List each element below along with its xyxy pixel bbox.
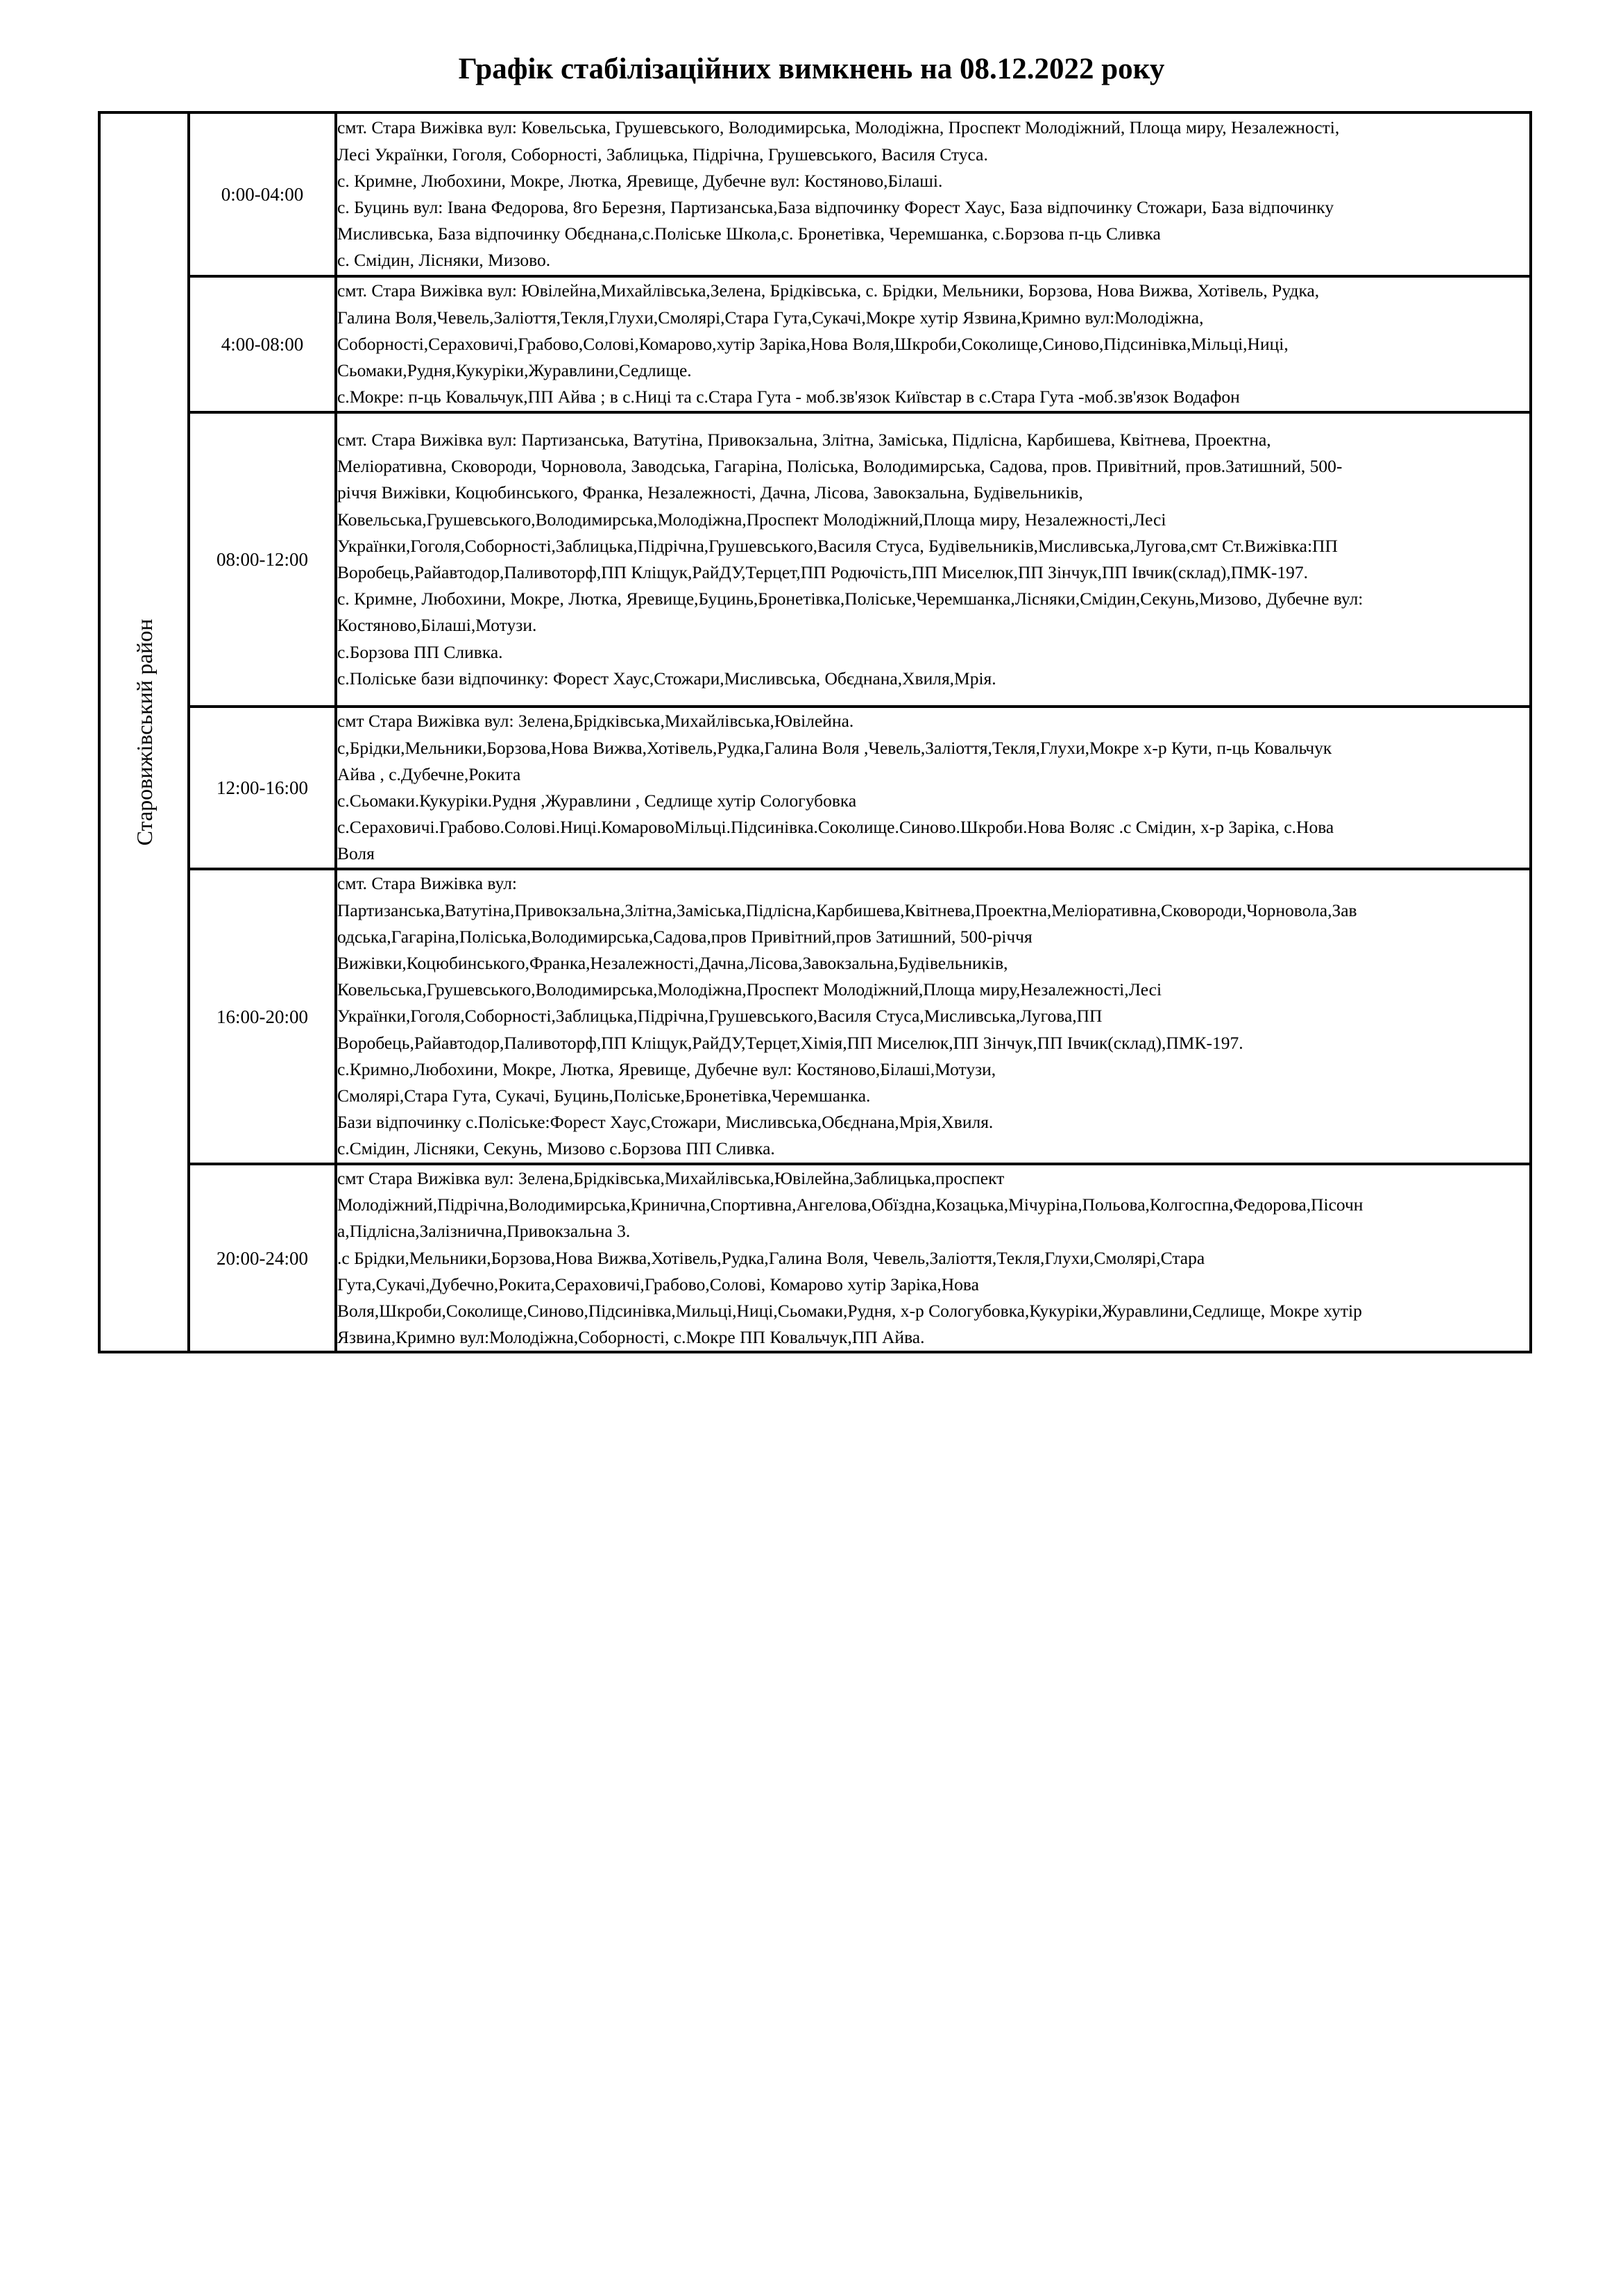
time-slot: 16:00-20:00 — [189, 869, 336, 1164]
time-slot: 20:00-24:00 — [189, 1164, 336, 1352]
area-line: Молодіжний,Підрічна,Володимирська,Кринична,Спортивна,Ангелова,Обїздна,Козацька,Мічуріна,Польова,Колгоспна,Федорова,Пісочн — [337, 1195, 1363, 1215]
area-line: а,Підлісна,Залізнична,Привокзальна 3. — [337, 1221, 631, 1242]
area-line: Ковельська,Грушевського,Володимирська,Молодіжна,Проспект Молодіжний,Площа миру,Незалежності,Лесі — [337, 979, 1162, 1000]
area-line: смт Стара Вижівка вул: Зелена,Брідківська,Михайлівська,Ювілейна,Заблицька,проспект — [337, 1168, 1005, 1188]
area-line: с. Кримне, Любохини, Мокре, Лютка, Яревище, Дубечне вул: Костяново,Білаші. — [337, 170, 943, 191]
area-line: Бази відпочинку с.Поліське:Форест Хаус,Стожари, Мисливська,Обєднана,Мрія,Хвиля. — [337, 1112, 994, 1133]
area-line: Мисливська, База відпочинку Обєднана,с.Поліське Школа,с. Бронетівка, Черемшанка, с.Борзова п-ць Сливка — [337, 223, 1161, 244]
outage-areas — [336, 707, 1531, 869]
area-line: Лесі Українки, Гоголя, Соборності, Заблицька, Підрічна, Грушевського, Василя Стуса. — [337, 144, 988, 164]
table-row — [99, 412, 1531, 707]
outage-areas — [336, 112, 1531, 276]
area-line: смт. Стара Вижівка вул: Ковельська, Грушевського, Володимирська, Молодіжна, Проспект Молодіжний, Площа миру, Незалежності, — [337, 117, 1340, 138]
area-line: Гута,Сукачі,Дубечно,Рокита,Сераховичі,Грабово,Солові, Комарово хутір Заріка,Нова — [337, 1274, 979, 1294]
page-title: Графік стабілізаційних вимкнень на 08.12.2022 року — [458, 53, 1165, 85]
time-slot: 12:00-16:00 — [189, 707, 336, 869]
area-line: с. Смідин, Лісняки, Мизово. — [337, 250, 551, 271]
area-line: с. Буцинь вул: Івана Федорова, 8го Березня, Партизанська,База відпочинку Форест Хаус, База відпочинку Стожари, База відпочинку — [337, 197, 1334, 217]
area-line: смт. Стара Вижівка вул: Партизанська, Ватутіна, Привокзальна, Злітна, Заміська, Підлісна, Карбишева, Квітнева, Проектна, — [337, 429, 1271, 450]
outage-areas — [336, 1164, 1531, 1352]
area-line: Воробець,Райавтодор,Паливоторф,ПП Кліщук,РайДУ,Терцет,ПП Родючість,ПП Миселюк,ПП Зінчук,ПП Івчик(склад),ПМК-197. — [337, 562, 1308, 582]
area-line: Костяново,Білаші,Мотузи. — [337, 615, 537, 636]
area-line: Меліоративна, Сковороди, Чорновола, Заводська, Гагаріна, Поліська, Володимирська, Садова, пров. Привітний, пров.Затишний, 500- — [337, 456, 1343, 477]
area-line: Воля,Шкроби,Соколище,Синово,Підсинівка,Мильці,Ниці,Сьомаки,Рудня, х-р Сологубовка,Кукуріки,Журавлини,Седлище, Мокре хутір — [337, 1301, 1362, 1322]
area-line: с.Мокре: п-ць Ковальчук,ПП Айва ; в с.Ниці та с.Стара Гута - моб.зв'язок Київстар в с.Стара Гута -моб.зв'язок Водафон — [337, 387, 1240, 407]
area-line: с. Кримне, Любохини, Мокре, Лютка, Яревище,Буцинь,Бронетівка,Поліське,Черемшанка,Лісняки,Смідин,Секунь,Мизово, Дубечне вул: — [337, 589, 1363, 609]
outage-areas — [336, 276, 1531, 412]
outage-areas — [336, 869, 1531, 1164]
district-name: Старовижівський район — [131, 618, 157, 846]
time-slot: 08:00-12:00 — [189, 412, 336, 707]
area-line: с.Сьомаки.Кукуріки.Рудня ,Журавлини , Седлище хутір Сологубовка — [337, 791, 857, 811]
table-row — [99, 276, 1531, 412]
area-line: Галина Воля,Чевель,Заліоття,Текля,Глухи,Смолярі,Стара Гута,Сукачі,Мокре хутір Язвина,Кримно вул:Молодіжна, — [337, 307, 1204, 328]
area-line: Партизанська,Ватутіна,Привокзальна,Злітна,Заміська,Підлісна,Карбишева,Квітнева,Проектна,Меліоративна,Сковороди,Чорновола,Зав — [337, 900, 1357, 920]
area-line: Айва , с.Дубечне,Рокита — [337, 763, 521, 784]
area-line: Ковельська,Грушевського,Володимирська,Молодіжна,Проспект Молодіжний,Площа миру, Незалежності,Лесі — [337, 509, 1166, 530]
area-line: Язвина,Кримно вул:Молодіжна,Соборності, с.Мокре ПП Ковальчук,ПП Айва. — [337, 1327, 925, 1348]
area-line: смт. Стара Вижівка вул: Ювілейна,Михайлівська,Зелена, Брідківська, с. Брідки, Мельники, Борзова, Нова Вижва, Хотівель, Рудка, — [337, 280, 1320, 301]
area-line: Смолярі,Стара Гута, Сукачі, Буцинь,Поліське,Бронетівка,Черемшанка. — [337, 1086, 871, 1106]
area-line: Соборності,Сераховичі,Грабово,Солові,Комарово,хутір Заріка,Нова Воля,Шкроби,Соколище,Синово,Підсинівка,Мільці,Ниці, — [337, 333, 1289, 354]
area-line: Воля — [337, 843, 375, 864]
table-row — [99, 1164, 1531, 1352]
area-line: смт Стара Вижівка вул: Зелена,Брідківська,Михайлівська,Ювілейна. — [337, 711, 854, 732]
area-line: смт. Стара Вижівка вул: — [337, 873, 518, 894]
table-row — [99, 112, 1531, 276]
district-cell — [99, 112, 189, 1352]
area-line: .с Брідки,Мельники,Борзова,Нова Вижва,Хотівель,Рудка,Галина Воля, Чевель,Заліоття,Текля,Глухи,Смолярі,Стара — [337, 1247, 1205, 1268]
area-line: Українки,Гоголя,Соборності,Заблицька,Підрічна,Грушевського,Василя Стуса, Будівельників,Мисливська,Лугова,смт Ст.Вижівка:ПП — [337, 535, 1338, 556]
outage-schedule-table — [98, 111, 1532, 1353]
area-line: Вижівки,Коцюбинського,Франка,Незалежності,Дачна,Лісова,Завокзальна,Будівельників, — [337, 952, 1008, 973]
area-line: річчя Вижівки, Коцюбинського, Франка, Незалежності, Дачна, Лісова, Завокзальна, Будівельників, — [337, 482, 1083, 503]
time-slot: 0:00-04:00 — [189, 112, 336, 276]
area-line: Воробець,Райавтодор,Паливоторф,ПП Кліщук,РайДУ,Терцет,Хімія,ПП Миселюк,ПП Зінчук,ПП Івчик(склад),ПМК-197. — [337, 1032, 1243, 1053]
area-line: с.Борзова ПП Сливка. — [337, 641, 503, 662]
time-slot: 4:00-08:00 — [189, 276, 336, 412]
table-row — [99, 869, 1531, 1164]
area-line: Українки,Гоголя,Соборності,Заблицька,Підрічна,Грушевського,Василя Стуса,Мисливська,Лугова,ПП — [337, 1006, 1103, 1027]
area-line: с.Сераховичі.Грабово.Солові.Ниці.КомаровоМільці.Підсинівка.Соколище.Синово.Шкроби.Нова Воляс .с Смідин, х-р Заріка, с.Нова — [337, 817, 1334, 838]
table-row — [99, 707, 1531, 869]
area-line: одська,Гагаріна,Поліська,Володимирська,Садова,пров Привітний,пров Затишний, 500-річчя — [337, 926, 1033, 947]
area-line: с.Кримно,Любохини, Мокре, Лютка, Яревище, Дубечне вул: Костяново,Білаші,Мотузи, — [337, 1058, 996, 1079]
outage-areas — [336, 412, 1531, 707]
area-line: Сьомаки,Рудня,Кукуріки,Журавлини,Седлище. — [337, 360, 692, 381]
area-line: с.Поліське бази відпочинку: Форест Хаус,Стожари,Мисливська, Обєднана,Хвиля,Мрія. — [337, 668, 996, 689]
area-line: с.Смідин, Лісняки, Секунь, Мизово с.Борзова ПП Сливка. — [337, 1138, 775, 1159]
area-line: с,Брідки,Мельники,Борзова,Нова Вижва,Хотівель,Рудка,Галина Воля ,Чевель,Заліоття,Текля,Глухи,Мокре х-р Кути, п-ць Ковальчук — [337, 737, 1332, 758]
